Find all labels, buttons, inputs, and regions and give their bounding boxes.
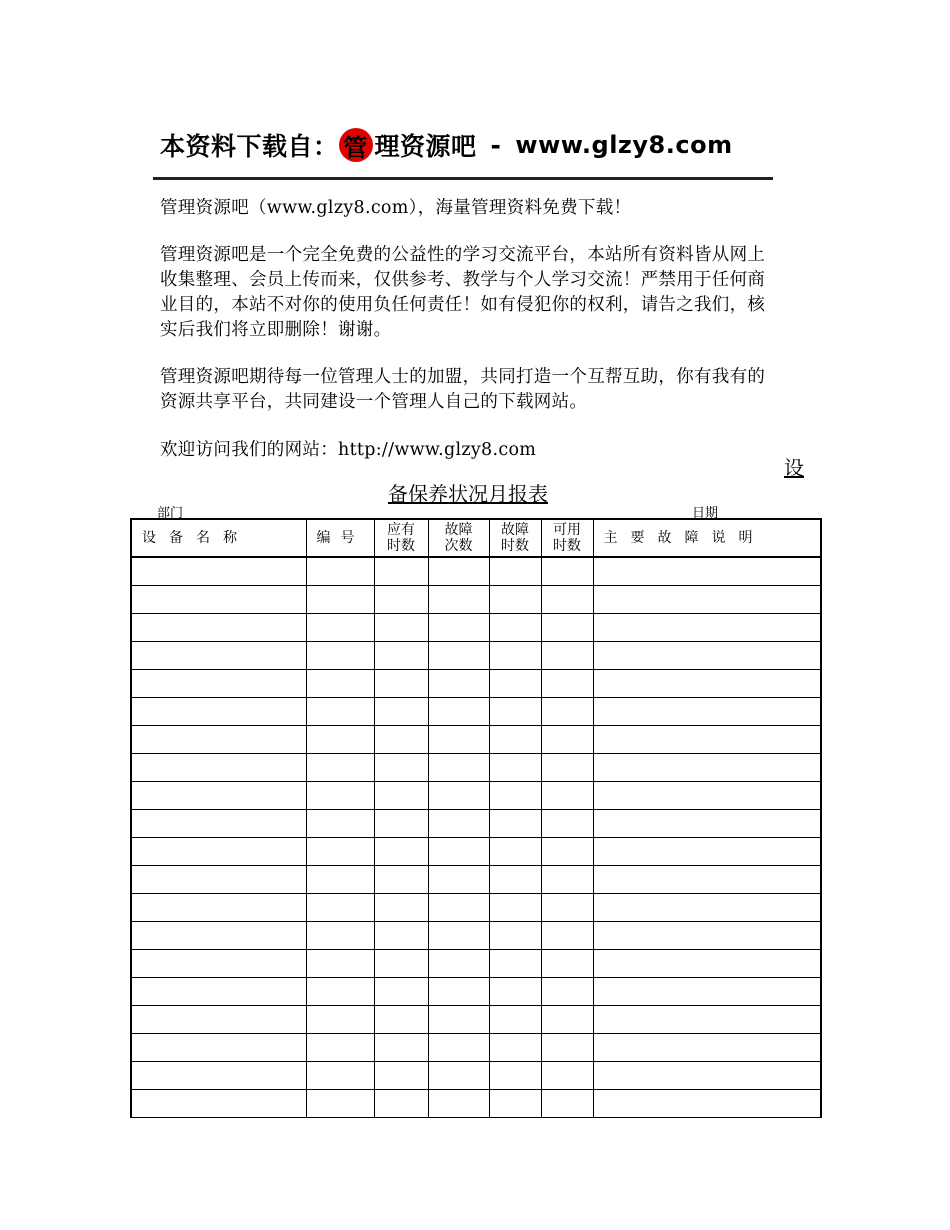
table-cell — [131, 950, 306, 978]
table-row — [131, 894, 821, 922]
col-required-hours-line2: 时数 — [387, 538, 415, 554]
table-cell — [306, 586, 374, 614]
table-cell — [428, 670, 489, 698]
table-cell — [541, 922, 593, 950]
table-cell — [489, 894, 541, 922]
table-cell — [541, 586, 593, 614]
table-cell — [306, 922, 374, 950]
table-cell — [306, 950, 374, 978]
table-cell — [593, 1062, 821, 1090]
table-cell — [593, 642, 821, 670]
banner-site-name: 理资源吧 — [374, 132, 477, 161]
date-label: 日期 — [692, 506, 719, 521]
table-cell — [593, 1006, 821, 1034]
table-cell — [541, 810, 593, 838]
table-cell — [489, 754, 541, 782]
table-cell — [306, 698, 374, 726]
table-cell — [428, 1090, 489, 1118]
banner-dash: - — [490, 130, 502, 160]
col-required-hours-line1: 应有 — [387, 522, 415, 538]
intro-paragraph-3 — [160, 365, 780, 415]
table-cell — [306, 614, 374, 642]
table-cell — [593, 838, 821, 866]
table-cell — [131, 894, 306, 922]
table-cell — [131, 782, 306, 810]
table-cell — [593, 586, 821, 614]
site-logo-icon — [339, 128, 373, 162]
form-title-first-char: 设 — [784, 456, 804, 480]
table-cell — [131, 614, 306, 642]
header-divider — [153, 177, 773, 180]
table-cell — [374, 1034, 428, 1062]
form-title: 备保养状况月报表 — [388, 482, 548, 506]
table-cell — [131, 698, 306, 726]
table-row — [131, 838, 821, 866]
table-cell — [374, 950, 428, 978]
table-cell — [593, 670, 821, 698]
table-cell — [306, 642, 374, 670]
table-cell — [428, 978, 489, 1006]
table-cell — [428, 866, 489, 894]
table-cell — [374, 698, 428, 726]
table-cell — [374, 614, 428, 642]
table-cell — [489, 614, 541, 642]
table-cell — [489, 557, 541, 586]
table-row — [131, 782, 821, 810]
table-cell — [374, 642, 428, 670]
table-row — [131, 810, 821, 838]
table-cell — [541, 754, 593, 782]
table-cell — [428, 1034, 489, 1062]
intro-text-4: 欢迎访问我们的网站：http://www.glzy8.com — [160, 440, 537, 460]
table-cell — [306, 670, 374, 698]
table-cell — [306, 838, 374, 866]
table-cell — [374, 1006, 428, 1034]
table-cell — [593, 978, 821, 1006]
table-cell — [541, 950, 593, 978]
table-cell — [306, 1034, 374, 1062]
table-cell — [428, 838, 489, 866]
col-failure-hours — [489, 519, 541, 557]
table-cell — [306, 1062, 374, 1090]
table-row — [131, 557, 821, 586]
col-main-failure-description: 主要故障说明 — [593, 519, 821, 557]
col-failure-count-line1: 故障 — [444, 522, 473, 538]
table-cell — [131, 1006, 306, 1034]
table-cell — [489, 642, 541, 670]
table-row — [131, 866, 821, 894]
col-failure-count-line2: 次数 — [444, 538, 473, 554]
table-cell — [489, 922, 541, 950]
table-cell — [374, 754, 428, 782]
table-cell — [489, 698, 541, 726]
table-cell — [306, 557, 374, 586]
table-cell — [306, 782, 374, 810]
table-cell — [306, 1006, 374, 1034]
table-cell — [593, 698, 821, 726]
table-row — [131, 922, 821, 950]
table-cell — [428, 642, 489, 670]
table-cell — [374, 810, 428, 838]
banner-prefix: 本资料下载自： — [160, 132, 339, 161]
table-row — [131, 1006, 821, 1034]
table-cell — [428, 726, 489, 754]
banner-url[interactable]: www.glzy8.com — [515, 131, 733, 159]
table-cell — [131, 642, 306, 670]
intro-paragraph-4 — [160, 438, 780, 463]
col-required-hours — [374, 519, 428, 557]
table-row — [131, 586, 821, 614]
col-failure-hours-line2: 时数 — [501, 538, 529, 554]
table-cell — [541, 978, 593, 1006]
table-cell — [489, 838, 541, 866]
table-cell — [306, 978, 374, 1006]
table-cell — [131, 1090, 306, 1118]
table-cell — [131, 1034, 306, 1062]
table-row — [131, 670, 821, 698]
col-equipment-name: 设备名称 — [131, 519, 306, 557]
table-cell — [428, 782, 489, 810]
table-cell — [131, 922, 306, 950]
table-cell — [593, 1034, 821, 1062]
table-cell — [541, 866, 593, 894]
col-available-hours-line1: 可用 — [553, 522, 581, 538]
table-cell — [428, 557, 489, 586]
table-cell — [428, 754, 489, 782]
table-cell — [306, 754, 374, 782]
table-cell — [306, 894, 374, 922]
table-cell — [489, 866, 541, 894]
table-cell — [541, 1062, 593, 1090]
table-cell — [489, 1062, 541, 1090]
table-cell — [374, 726, 428, 754]
table-cell — [131, 586, 306, 614]
table-cell — [489, 1034, 541, 1062]
table-cell — [593, 922, 821, 950]
table-cell — [541, 642, 593, 670]
table-cell — [306, 810, 374, 838]
table-cell — [374, 670, 428, 698]
table-cell — [374, 978, 428, 1006]
table-row — [131, 1062, 821, 1090]
download-source-banner — [160, 120, 733, 170]
table-cell — [593, 614, 821, 642]
intro-text-1: 管理资源吧（www.glzy8.com），海量管理资料免费下载！ — [160, 198, 632, 218]
table-cell — [489, 1090, 541, 1118]
table-cell — [593, 754, 821, 782]
maintenance-report-table — [130, 518, 822, 1118]
table-cell — [541, 726, 593, 754]
table-cell — [489, 782, 541, 810]
table-cell — [593, 866, 821, 894]
table-cell — [306, 866, 374, 894]
table-row — [131, 950, 821, 978]
table-row — [131, 726, 821, 754]
department-label: 部门 — [157, 506, 184, 521]
table-row — [131, 614, 821, 642]
table-cell — [428, 894, 489, 922]
table-cell — [489, 810, 541, 838]
table-cell — [131, 838, 306, 866]
table-cell — [541, 670, 593, 698]
table-cell — [541, 1006, 593, 1034]
logo-char: 管 — [343, 133, 368, 162]
table-cell — [131, 810, 306, 838]
table-cell — [593, 950, 821, 978]
table-cell — [131, 754, 306, 782]
table-cell — [374, 894, 428, 922]
table-cell — [541, 1090, 593, 1118]
table-cell — [489, 726, 541, 754]
table-cell — [131, 866, 306, 894]
table-cell — [489, 1006, 541, 1034]
table-cell — [428, 1006, 489, 1034]
table-cell — [374, 866, 428, 894]
table-cell — [306, 726, 374, 754]
table-cell — [428, 922, 489, 950]
table-cell — [489, 586, 541, 614]
table-cell — [428, 698, 489, 726]
table-cell — [593, 557, 821, 586]
col-failure-hours-line1: 故障 — [501, 522, 529, 538]
col-available-hours — [541, 519, 593, 557]
table-cell — [489, 950, 541, 978]
col-failure-count — [428, 519, 489, 557]
intro-text-3: 管理资源吧期待每一位管理人士的加盟，共同打造一个互帮互助，你有我有的资源共享平台，共同建设一个管理人自己的下载网站。 — [160, 367, 766, 412]
table-cell — [374, 557, 428, 586]
table-row — [131, 754, 821, 782]
table-cell — [593, 1090, 821, 1118]
table-cell — [489, 978, 541, 1006]
table-cell — [541, 838, 593, 866]
table-cell — [374, 922, 428, 950]
table-body — [131, 557, 821, 1118]
table-cell — [374, 838, 428, 866]
table-cell — [428, 1062, 489, 1090]
table-cell — [489, 670, 541, 698]
table-cell — [541, 557, 593, 586]
table-cell — [541, 614, 593, 642]
col-number: 编号 — [306, 519, 374, 557]
table-cell — [428, 810, 489, 838]
intro-text-2: 管理资源吧是一个完全免费的公益性的学习交流平台，本站所有资料皆从网上收集整理、会员上传而来，仅供参考、教学与个人学习交流！严禁用于任何商业目的，本站不对你的使用负任何责任！如有侵犯你的权利，请告之我们，核实后我们将立即删除！谢谢。 — [160, 245, 766, 340]
table-cell — [306, 1090, 374, 1118]
table-cell — [131, 726, 306, 754]
table-cell — [593, 726, 821, 754]
col-available-hours-line2: 时数 — [553, 538, 581, 554]
intro-paragraph-1 — [160, 196, 780, 221]
table-cell — [428, 614, 489, 642]
table-cell — [131, 1062, 306, 1090]
intro-paragraph-2 — [160, 243, 780, 343]
table-cell — [131, 670, 306, 698]
table-cell — [593, 894, 821, 922]
table-cell — [541, 1034, 593, 1062]
table-cell — [428, 586, 489, 614]
table-cell — [374, 1062, 428, 1090]
table-cell — [374, 1090, 428, 1118]
table-row — [131, 1034, 821, 1062]
table-cell — [593, 810, 821, 838]
table-cell — [593, 782, 821, 810]
table-cell — [374, 586, 428, 614]
table-cell — [541, 698, 593, 726]
table-cell — [374, 782, 428, 810]
table-row — [131, 1090, 821, 1118]
table-row — [131, 978, 821, 1006]
table-cell — [428, 950, 489, 978]
table-cell — [131, 978, 306, 1006]
table-row — [131, 642, 821, 670]
table-cell — [541, 894, 593, 922]
table-header-row — [131, 519, 821, 557]
table-row — [131, 698, 821, 726]
table-cell — [541, 782, 593, 810]
table-cell — [131, 557, 306, 586]
